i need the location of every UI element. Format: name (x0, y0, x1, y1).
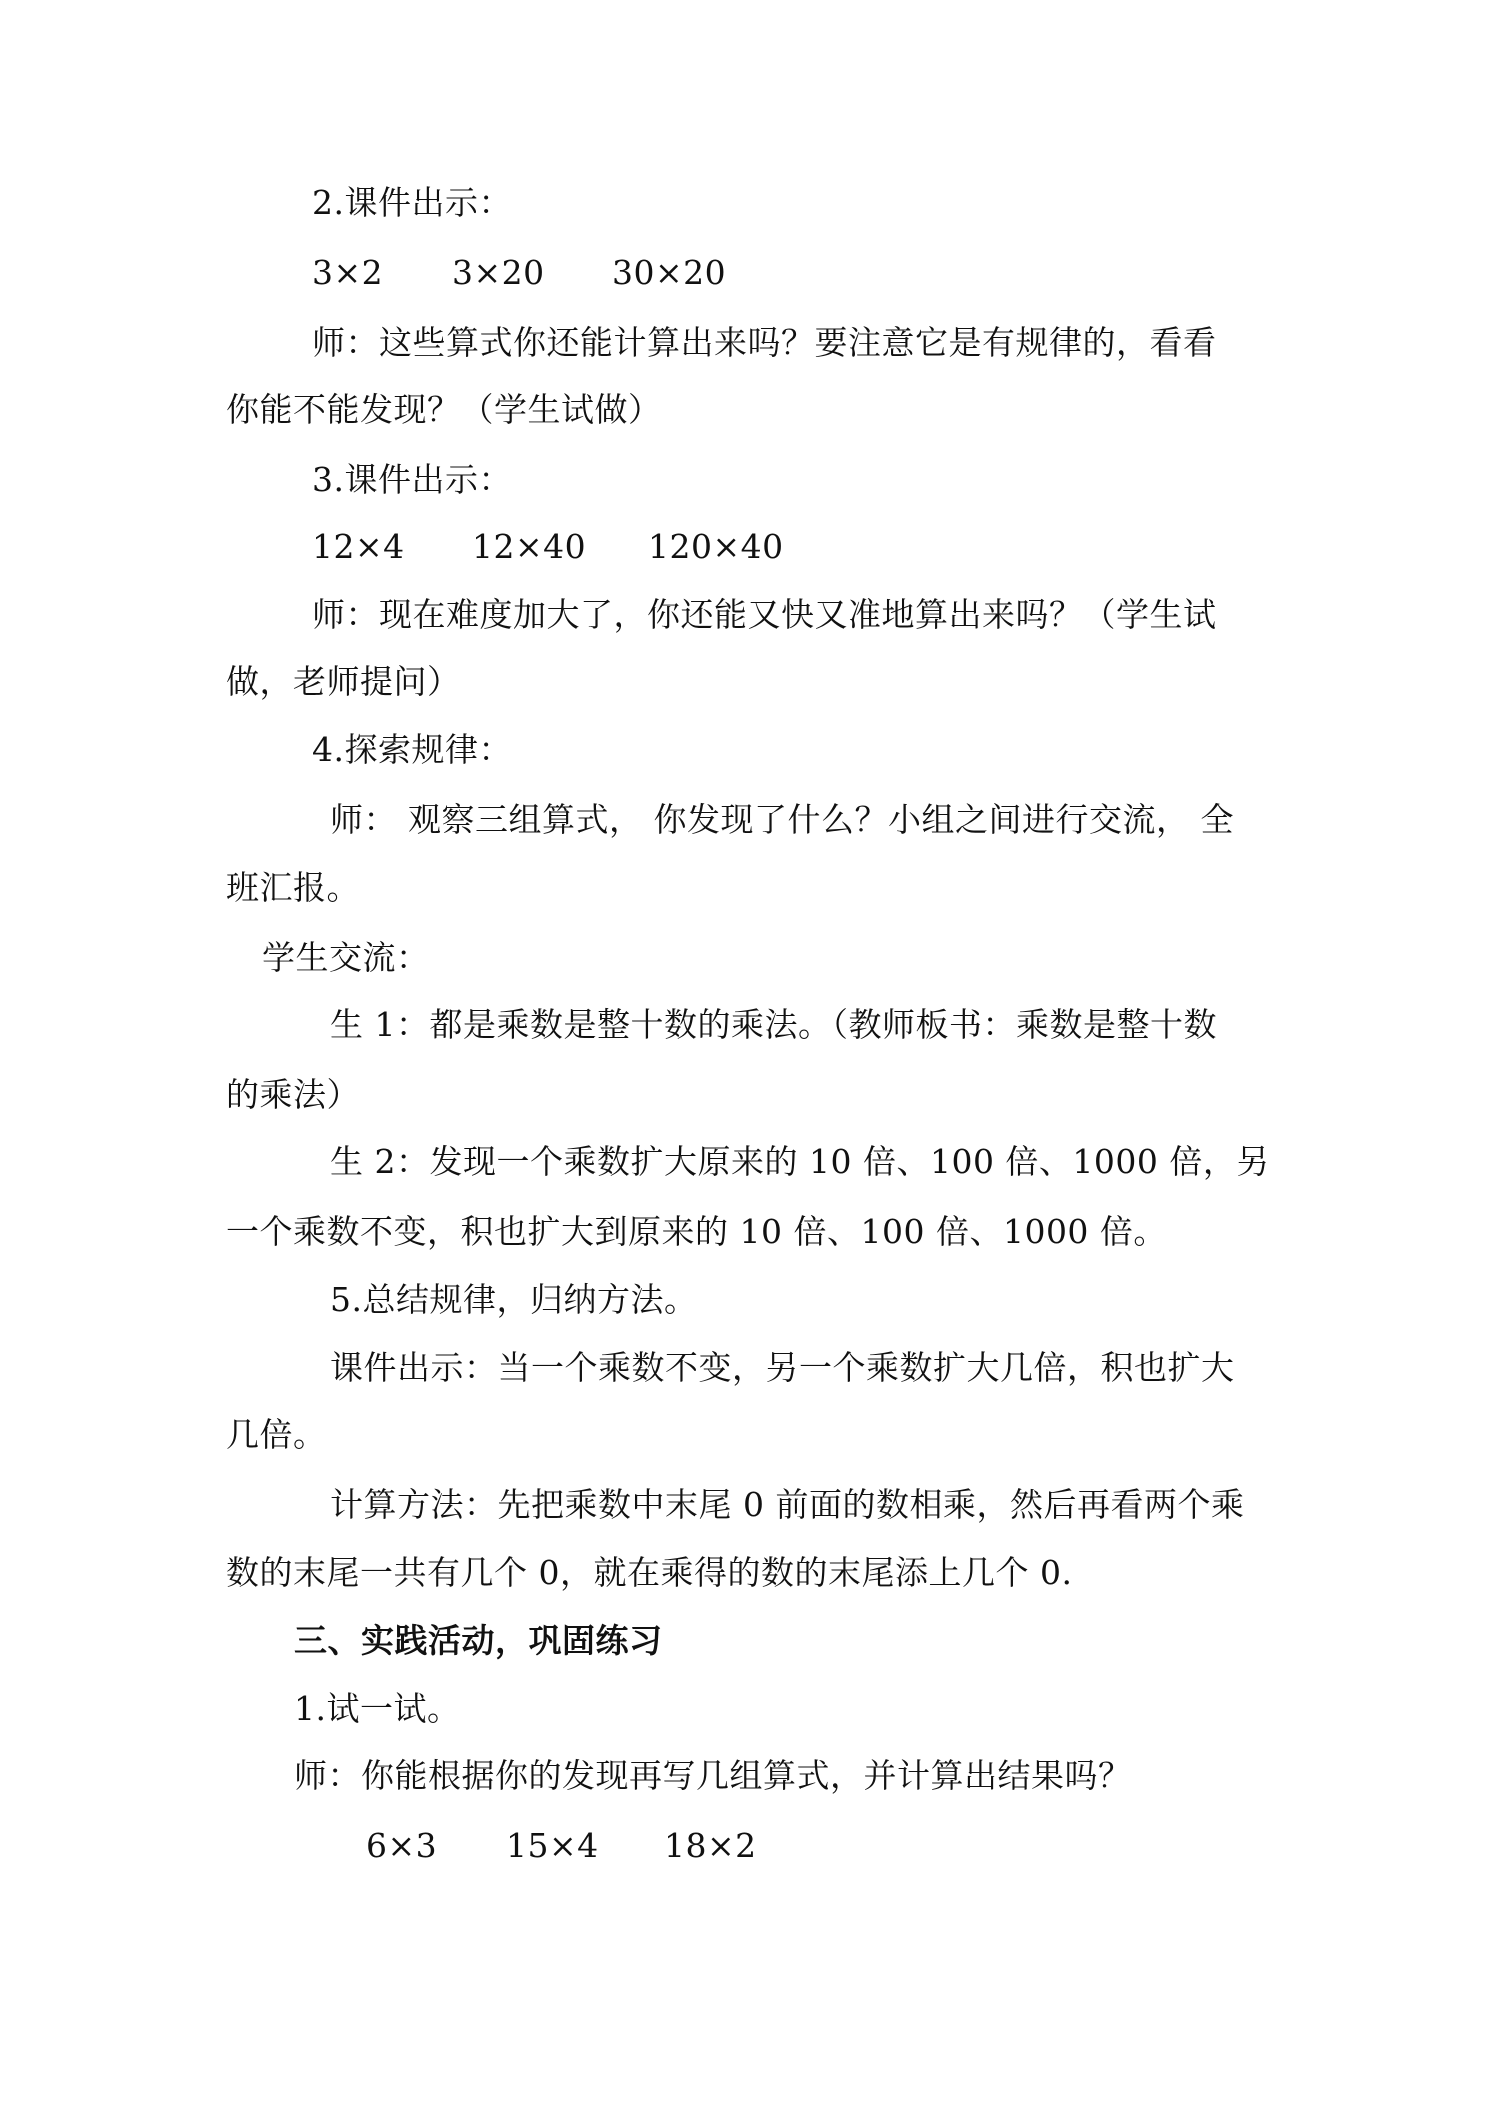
student-1-answer-cont: 的乘法） (226, 1075, 360, 1114)
item-5-heading: 5.总结规律，归纳方法。 (330, 1280, 698, 1319)
teacher-question-3: 师：你能根据你的发现再写几组算式，并计算出结果吗？ (294, 1756, 1132, 1795)
expression: 3×20 (452, 253, 545, 292)
calculation-method-cont: 数的末尾一共有几个 0，就在乘得的数的末尾添上几个 0. (226, 1553, 1073, 1592)
expression-row-3 (366, 1826, 757, 1866)
rule-statement: 课件出示：当一个乘数不变，另一个乘数扩大几倍，积也扩大 (330, 1348, 1235, 1387)
expression: 3×2 (312, 253, 384, 292)
expression-row-1 (312, 253, 726, 293)
expression: 12×40 (472, 527, 587, 566)
rule-statement-cont: 几倍。 (226, 1415, 327, 1454)
teacher-prompt: 师： 观察三组算式， 你发现了什么？小组之间进行交流， 全 (330, 800, 1234, 839)
item-4-heading: 4.探索规律： (312, 730, 512, 769)
item-1-heading: 1.试一试。 (294, 1689, 461, 1728)
expression-row-2 (312, 527, 784, 567)
section-3-heading: 三、实践活动，巩固练习 (294, 1621, 663, 1660)
expression: 6×3 (366, 1826, 438, 1865)
expression: 30×20 (612, 253, 727, 292)
calculation-method: 计算方法：先把乘数中末尾 0 前面的数相乘，然后再看两个乘 (330, 1485, 1245, 1524)
teacher-question-1-cont: 你能不能发现？（学生试做） (226, 390, 662, 429)
expression: 12×4 (312, 527, 405, 566)
teacher-question-1: 师：这些算式你还能计算出来吗？要注意它是有规律的，看看 (312, 323, 1217, 362)
student-2-answer: 生 2：发现一个乘数扩大原来的 10 倍、100 倍、1000 倍，另 (330, 1142, 1270, 1181)
expression: 18×2 (664, 1826, 757, 1865)
student-discussion-heading: 学生交流： (262, 938, 430, 977)
item-2-heading: 2.课件出示： (312, 183, 512, 222)
student-1-answer: 生 1：都是乘数是整十数的乘法。（教师板书：乘数是整十数 (330, 1005, 1217, 1044)
teacher-prompt-cont: 班汇报。 (226, 868, 360, 907)
expression: 15×4 (506, 1826, 599, 1865)
item-3-heading: 3.课件出示： (312, 460, 512, 499)
teacher-question-2: 师：现在难度加大了，你还能又快又准地算出来吗？（学生试 (312, 595, 1217, 634)
student-2-answer-cont: 一个乘数不变，积也扩大到原来的 10 倍、100 倍、1000 倍。 (226, 1212, 1167, 1251)
expression: 120×40 (648, 527, 784, 566)
teacher-question-2-cont: 做，老师提问） (226, 662, 461, 701)
